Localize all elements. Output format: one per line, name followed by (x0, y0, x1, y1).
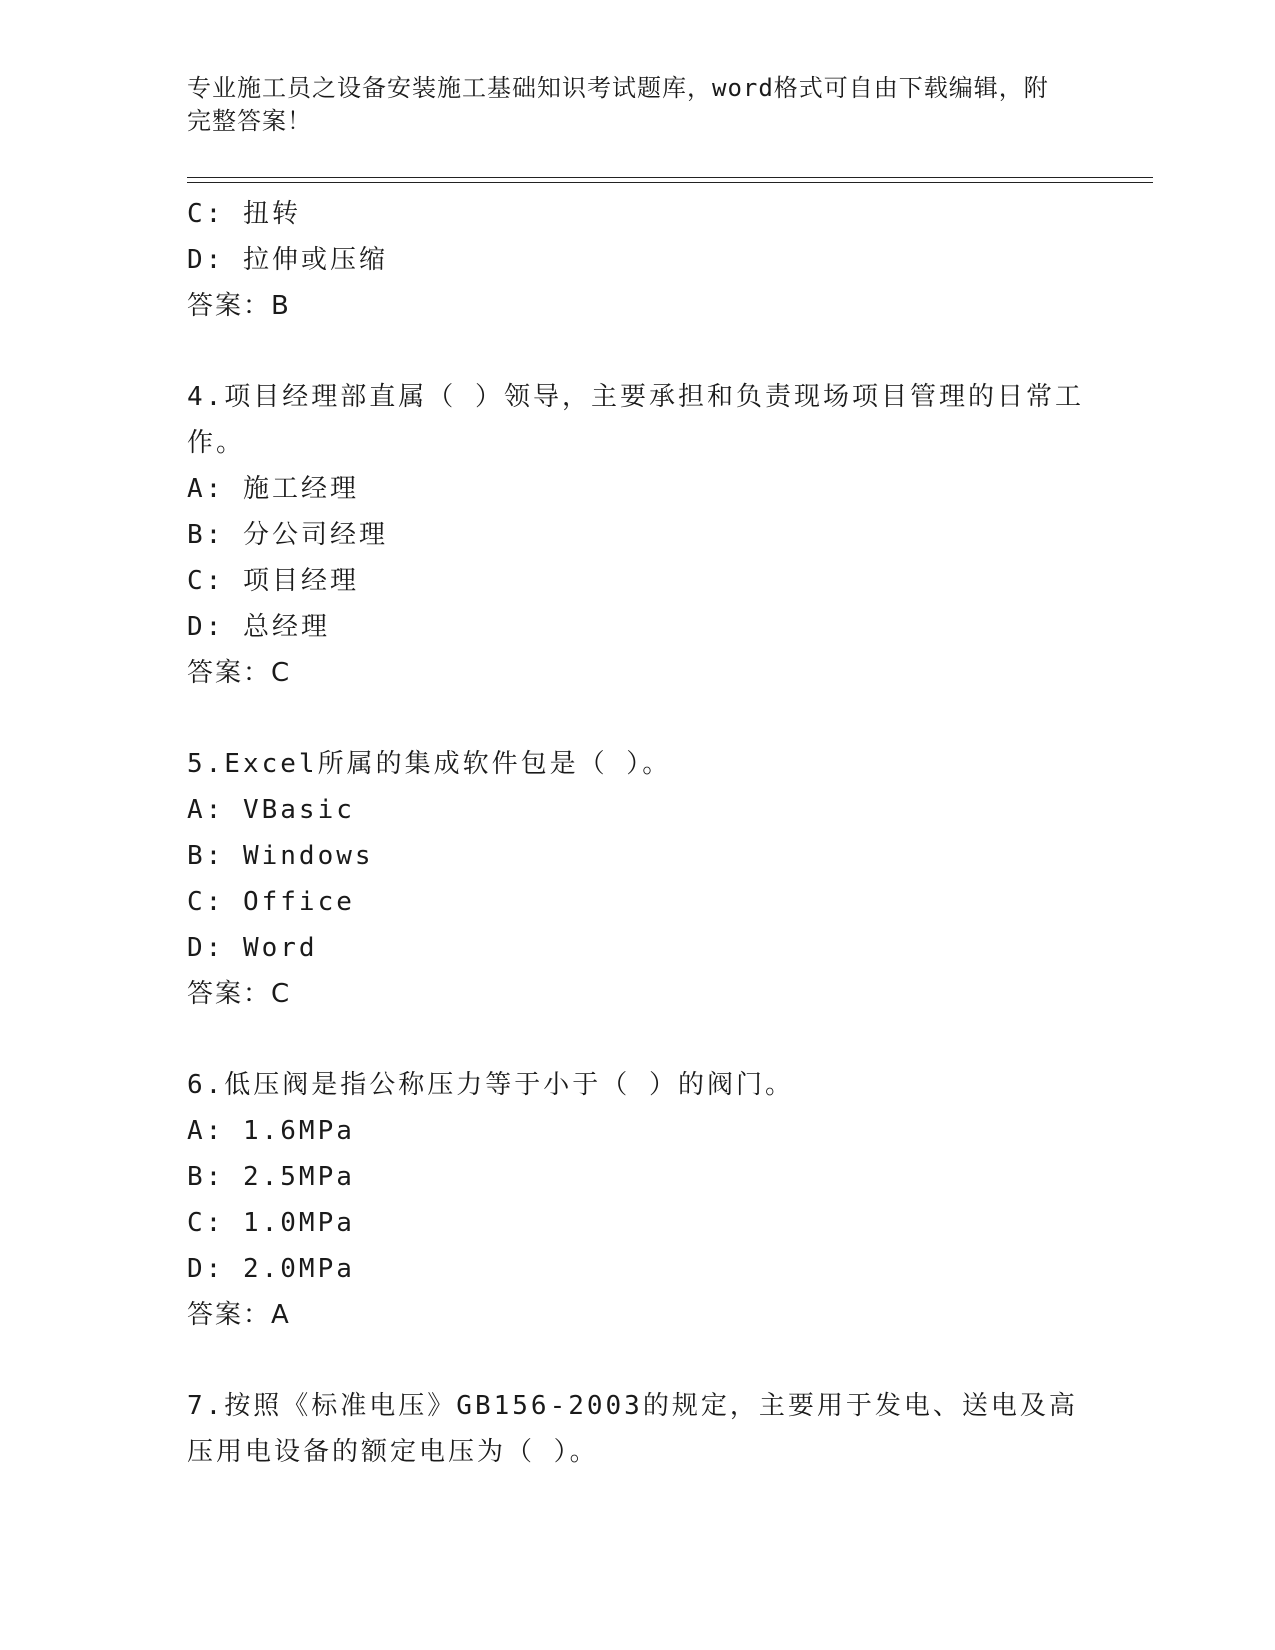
option-b: B: Windows (187, 841, 374, 871)
question-stem: 4.项目经理部直属（ ）领导，主要承担和负责现场项目管理的日常工作。 (187, 382, 1084, 458)
question-block-5 (187, 741, 1087, 1017)
question-block-7 (187, 1383, 1087, 1475)
option-d: D: Word (187, 933, 318, 963)
option-c: C: 扭转 (187, 199, 301, 229)
question-block-6 (187, 1062, 1087, 1338)
option-c: C: 项目经理 (187, 566, 359, 596)
answer-label: 答案：B (187, 291, 291, 321)
question-stem: 6.低压阀是指公称压力等于小于（ ）的阀门。 (187, 1070, 794, 1100)
document-header: 专业施工员之设备安装施工基础知识考试题库，word格式可自由下载编辑，附完整答案！ (187, 74, 1049, 135)
option-a: A: 施工经理 (187, 474, 359, 504)
answer-label: 答案：C (187, 979, 292, 1009)
answer-label: 答案：A (187, 1300, 291, 1330)
option-b: B: 2.5MPa (187, 1162, 355, 1192)
header-divider-bottom (187, 182, 1153, 183)
header-divider-top (187, 177, 1153, 178)
option-c: C: 1.0MPa (187, 1208, 355, 1238)
option-d: D: 拉伸或压缩 (187, 245, 388, 275)
option-a: A: 1.6MPa (187, 1116, 355, 1146)
question-stem: 7.按照《标准电压》GB156-2003的规定，主要用于发电、送电及高压用电设备的额定电压为（ ）。 (187, 1391, 1078, 1467)
question-stem: 5.Excel所属的集成软件包是（ ）。 (187, 749, 672, 779)
option-d: D: 2.0MPa (187, 1254, 355, 1284)
question-list (187, 191, 1087, 1475)
option-b: B: 分公司经理 (187, 520, 388, 550)
answer-label: 答案：C (187, 658, 292, 688)
option-d: D: 总经理 (187, 612, 330, 642)
option-a: A: VBasic (187, 795, 355, 825)
question-block-continued (187, 191, 1087, 329)
question-block-4 (187, 374, 1087, 696)
option-c: C: Office (187, 887, 355, 917)
